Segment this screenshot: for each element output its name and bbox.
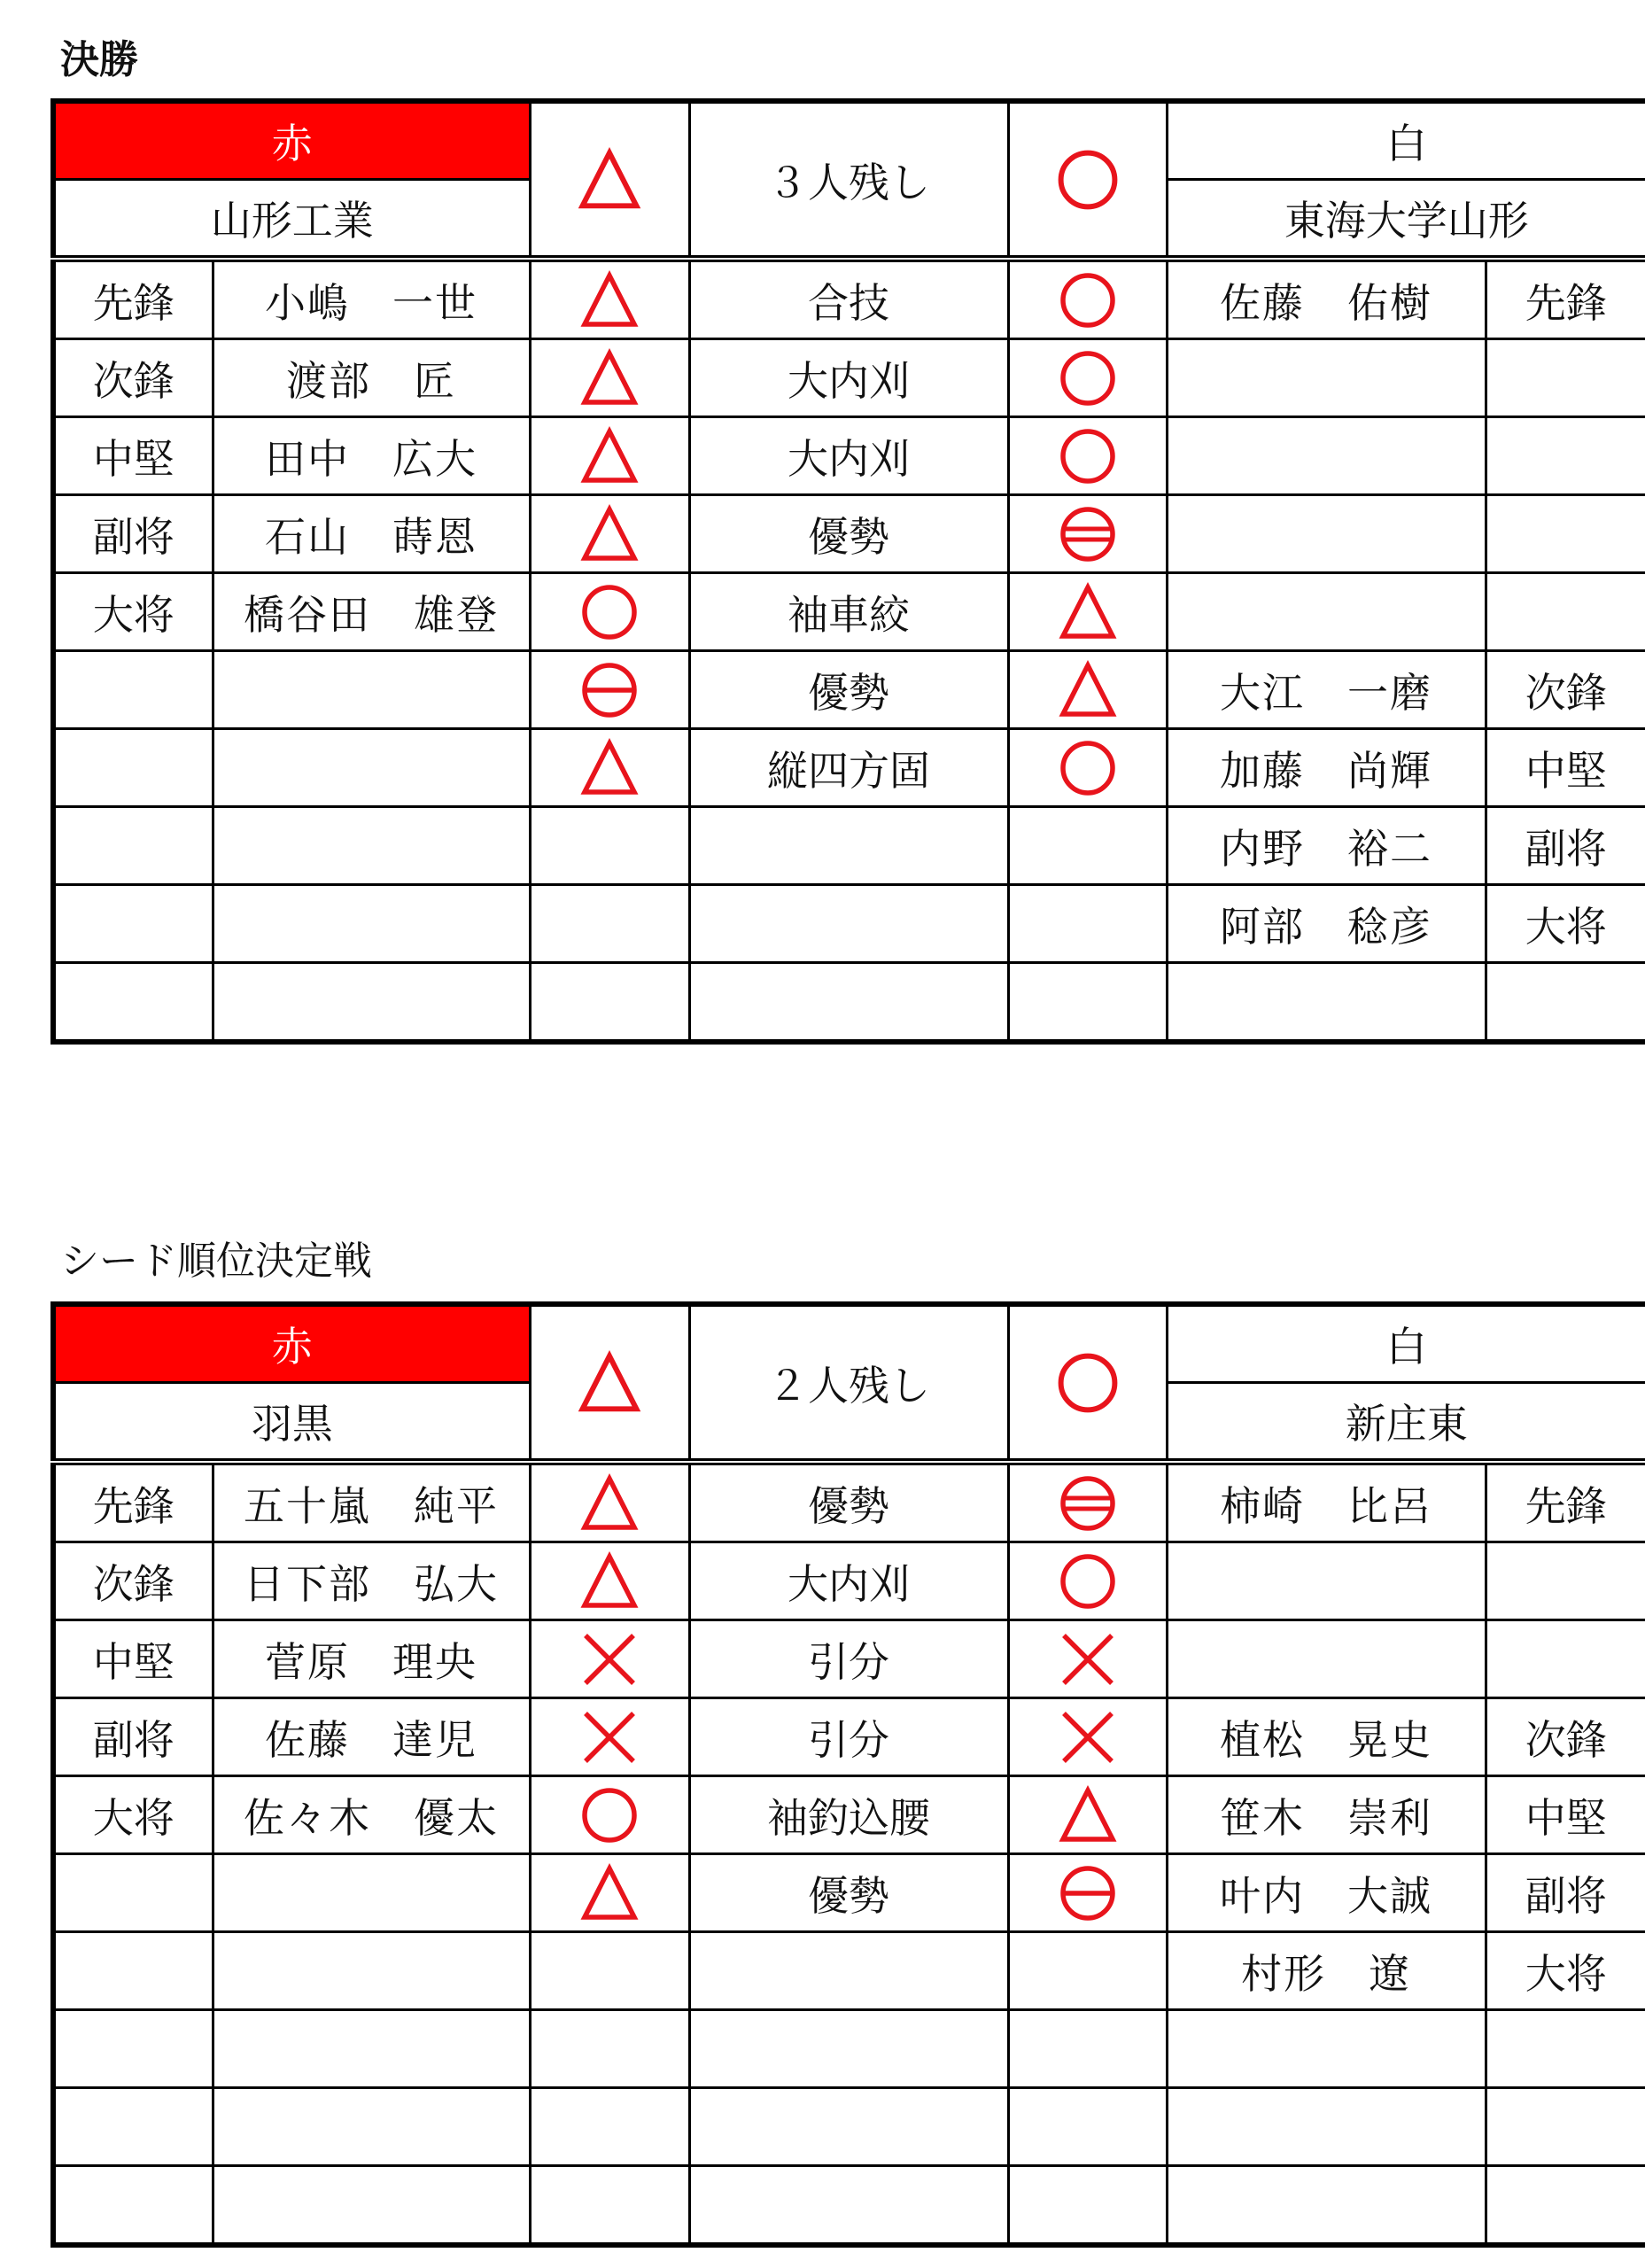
circle-mark-icon	[1057, 425, 1119, 487]
red-position	[53, 729, 213, 807]
red-position: 大将	[53, 573, 213, 651]
cross-mark-icon	[1057, 1706, 1119, 1768]
bout-row	[53, 2166, 1645, 2246]
red-side-label: 赤	[53, 101, 530, 180]
white-position	[1486, 2166, 1645, 2246]
bout-row	[53, 1542, 1645, 1620]
red-player-name: 日下部 弘大	[213, 1542, 530, 1620]
bout-row	[53, 495, 1645, 573]
match-result: ２人残し	[689, 1304, 1008, 1462]
red-bout-mark	[530, 2088, 689, 2166]
cross-mark-icon	[578, 1706, 640, 1768]
section-title-seeding: シード順位決定戦	[60, 1239, 372, 1284]
bout-row	[53, 1932, 1645, 2010]
bout-row	[53, 573, 1645, 651]
white-position	[1486, 573, 1645, 651]
technique	[689, 2010, 1008, 2088]
red-bout-mark	[530, 1462, 689, 1542]
red-player-name	[213, 1854, 530, 1932]
technique: 大内刈	[689, 1542, 1008, 1620]
white-position: 大将	[1486, 885, 1645, 963]
triangle-mark-icon	[578, 269, 640, 331]
red-player-name: 佐藤 達児	[213, 1698, 530, 1776]
white-position: 次鋒	[1486, 1698, 1645, 1776]
red-result-mark	[530, 101, 689, 259]
triangle-mark-icon	[576, 1349, 643, 1417]
red-position: 次鋒	[53, 339, 213, 417]
white-player-name: 阿部 稔彦	[1167, 885, 1486, 963]
red-player-name	[213, 729, 530, 807]
white-position: 先鋒	[1486, 259, 1645, 339]
bout-row	[53, 1698, 1645, 1776]
white-position	[1486, 495, 1645, 573]
white-side-label: 白	[1167, 101, 1645, 180]
cross-mark-icon	[1057, 1628, 1119, 1690]
technique: 縦四方固	[689, 729, 1008, 807]
red-bout-mark	[530, 2166, 689, 2246]
red-bout-mark	[530, 1620, 689, 1698]
red-bout-mark	[530, 1776, 689, 1854]
red-bout-mark	[530, 1854, 689, 1932]
white-position	[1486, 1620, 1645, 1698]
red-player-name: 小嶋 一世	[213, 259, 530, 339]
bout-row	[53, 1620, 1645, 1698]
circle-mark-icon	[578, 581, 640, 643]
red-player-name	[213, 963, 530, 1043]
triangle-mark-icon	[578, 1550, 640, 1612]
white-bout-mark	[1008, 651, 1167, 729]
technique	[689, 885, 1008, 963]
red-position	[53, 1932, 213, 2010]
technique: 優勢	[689, 1462, 1008, 1542]
technique: 引分	[689, 1620, 1008, 1698]
red-player-name	[213, 1932, 530, 2010]
red-result-mark	[530, 1304, 689, 1462]
white-bout-mark	[1008, 339, 1167, 417]
red-position: 先鋒	[53, 1462, 213, 1542]
white-position	[1486, 2010, 1645, 2088]
red-position	[53, 1854, 213, 1932]
technique: 引分	[689, 1698, 1008, 1776]
red-player-name	[213, 2166, 530, 2246]
red-team-name: 山形工業	[53, 180, 530, 260]
bout-row	[53, 1462, 1645, 1542]
white-side-label: 白	[1167, 1304, 1645, 1383]
red-position: 先鋒	[53, 259, 213, 339]
red-position: 副将	[53, 495, 213, 573]
technique: 大内刈	[689, 339, 1008, 417]
triangle-mark-icon	[1057, 581, 1119, 643]
red-player-name	[213, 2088, 530, 2166]
red-player-name: 菅原 理央	[213, 1620, 530, 1698]
white-bout-mark	[1008, 1462, 1167, 1542]
white-player-name	[1167, 495, 1486, 573]
red-bout-mark	[530, 1932, 689, 2010]
circle-mark-icon	[578, 1784, 640, 1846]
white-position	[1486, 963, 1645, 1043]
cross-mark-icon	[578, 1628, 640, 1690]
white-bout-mark	[1008, 1854, 1167, 1932]
circle-mark-icon	[1054, 1349, 1121, 1417]
white-result-mark	[1008, 1304, 1167, 1462]
red-position: 大将	[53, 1776, 213, 1854]
red-bout-mark	[530, 963, 689, 1043]
technique	[689, 2088, 1008, 2166]
triangle-mark-icon	[578, 503, 640, 565]
red-position	[53, 2166, 213, 2246]
triangle-mark-icon	[578, 1472, 640, 1534]
red-player-name: 石山 蒔恩	[213, 495, 530, 573]
red-position: 中堅	[53, 1620, 213, 1698]
technique	[689, 963, 1008, 1043]
white-player-name	[1167, 2010, 1486, 2088]
white-player-name: 加藤 尚輝	[1167, 729, 1486, 807]
bout-row	[53, 1776, 1645, 1854]
red-position	[53, 651, 213, 729]
red-team-name: 羽黒	[53, 1383, 530, 1463]
white-bout-mark	[1008, 2010, 1167, 2088]
white-player-name	[1167, 1620, 1486, 1698]
white-bout-mark	[1008, 495, 1167, 573]
bout-row	[53, 259, 1645, 339]
bout-row	[53, 885, 1645, 963]
white-position: 副将	[1486, 807, 1645, 885]
white-bout-mark	[1008, 417, 1167, 495]
triangle-mark-icon	[578, 737, 640, 799]
seeding-match-table	[50, 1301, 1645, 2248]
white-player-name: 内野 裕二	[1167, 807, 1486, 885]
technique: 大内刈	[689, 417, 1008, 495]
red-position: 次鋒	[53, 1542, 213, 1620]
red-player-name	[213, 651, 530, 729]
red-position	[53, 963, 213, 1043]
red-position	[53, 885, 213, 963]
white-player-name: 柿崎 比呂	[1167, 1462, 1486, 1542]
white-team-name: 東海大学山形	[1167, 180, 1645, 260]
circle-mark-icon	[1057, 347, 1119, 409]
white-result-mark	[1008, 101, 1167, 259]
bout-row	[53, 729, 1645, 807]
circle-mark-icon	[1057, 269, 1119, 331]
white-position	[1486, 2088, 1645, 2166]
white-player-name	[1167, 1542, 1486, 1620]
circle-line-mark-icon	[1057, 1862, 1119, 1924]
red-position	[53, 2010, 213, 2088]
white-player-name: 植松 晃史	[1167, 1698, 1486, 1776]
red-side-label: 赤	[53, 1304, 530, 1383]
bout-row	[53, 417, 1645, 495]
red-bout-mark	[530, 573, 689, 651]
red-bout-mark	[530, 885, 689, 963]
red-player-name: 五十嵐 純平	[213, 1462, 530, 1542]
white-bout-mark	[1008, 2166, 1167, 2246]
circle-line-mark-icon	[578, 659, 640, 721]
white-position: 大将	[1486, 1932, 1645, 2010]
white-player-name: 叶内 大誠	[1167, 1854, 1486, 1932]
white-position	[1486, 417, 1645, 495]
white-bout-mark	[1008, 1542, 1167, 1620]
red-position	[53, 2088, 213, 2166]
white-bout-mark	[1008, 963, 1167, 1043]
red-position: 中堅	[53, 417, 213, 495]
white-player-name	[1167, 573, 1486, 651]
bout-row	[53, 651, 1645, 729]
red-player-name: 渡部 匠	[213, 339, 530, 417]
red-position: 副将	[53, 1698, 213, 1776]
triangle-mark-icon	[578, 1862, 640, 1924]
red-bout-mark	[530, 729, 689, 807]
circle-double-line-mark-icon	[1057, 503, 1119, 565]
technique	[689, 1932, 1008, 2010]
bout-row	[53, 1854, 1645, 1932]
white-team-name: 新庄東	[1167, 1383, 1645, 1463]
white-player-name	[1167, 339, 1486, 417]
red-position	[53, 807, 213, 885]
red-player-name	[213, 885, 530, 963]
final-match-table	[50, 98, 1645, 1045]
circle-double-line-mark-icon	[1057, 1472, 1119, 1534]
circle-mark-icon	[1057, 737, 1119, 799]
section-title-final: 決勝	[60, 37, 138, 82]
bout-row	[53, 963, 1645, 1043]
bout-row	[53, 339, 1645, 417]
white-player-name: 村形 遼	[1167, 1932, 1486, 2010]
white-bout-mark	[1008, 1698, 1167, 1776]
triangle-mark-icon	[578, 347, 640, 409]
triangle-mark-icon	[1057, 1784, 1119, 1846]
white-bout-mark	[1008, 1932, 1167, 2010]
red-bout-mark	[530, 807, 689, 885]
match-result: ３人残し	[689, 101, 1008, 259]
white-bout-mark	[1008, 573, 1167, 651]
white-bout-mark	[1008, 259, 1167, 339]
technique: 優勢	[689, 651, 1008, 729]
red-bout-mark	[530, 495, 689, 573]
red-player-name: 佐々木 優太	[213, 1776, 530, 1854]
white-player-name: 大江 一磨	[1167, 651, 1486, 729]
white-player-name	[1167, 417, 1486, 495]
triangle-mark-icon	[578, 425, 640, 487]
red-player-name: 田中 広大	[213, 417, 530, 495]
white-bout-mark	[1008, 729, 1167, 807]
red-player-name: 橋谷田 雄登	[213, 573, 530, 651]
triangle-mark-icon	[1057, 659, 1119, 721]
bout-row	[53, 2088, 1645, 2166]
technique	[689, 2166, 1008, 2246]
white-position: 中堅	[1486, 1776, 1645, 1854]
white-player-name	[1167, 2166, 1486, 2246]
white-bout-mark	[1008, 1776, 1167, 1854]
red-player-name	[213, 807, 530, 885]
technique	[689, 807, 1008, 885]
white-player-name: 佐藤 佑樹	[1167, 259, 1486, 339]
white-position	[1486, 1542, 1645, 1620]
white-bout-mark	[1008, 807, 1167, 885]
technique: 袖車絞	[689, 573, 1008, 651]
technique: 袖釣込腰	[689, 1776, 1008, 1854]
white-position: 副将	[1486, 1854, 1645, 1932]
red-player-name	[213, 2010, 530, 2088]
red-bout-mark	[530, 651, 689, 729]
bout-row	[53, 2010, 1645, 2088]
red-bout-mark	[530, 2010, 689, 2088]
white-player-name	[1167, 2088, 1486, 2166]
red-bout-mark	[530, 1542, 689, 1620]
bout-row	[53, 807, 1645, 885]
white-position: 中堅	[1486, 729, 1645, 807]
triangle-mark-icon	[576, 146, 643, 214]
white-bout-mark	[1008, 2088, 1167, 2166]
white-position: 先鋒	[1486, 1462, 1645, 1542]
technique: 合技	[689, 259, 1008, 339]
red-bout-mark	[530, 1698, 689, 1776]
red-bout-mark	[530, 259, 689, 339]
technique: 優勢	[689, 495, 1008, 573]
white-position	[1486, 339, 1645, 417]
circle-mark-icon	[1054, 146, 1121, 214]
red-bout-mark	[530, 417, 689, 495]
white-bout-mark	[1008, 885, 1167, 963]
technique: 優勢	[689, 1854, 1008, 1932]
white-player-name	[1167, 963, 1486, 1043]
white-position: 次鋒	[1486, 651, 1645, 729]
circle-mark-icon	[1057, 1550, 1119, 1612]
white-bout-mark	[1008, 1620, 1167, 1698]
white-player-name: 笹木 崇利	[1167, 1776, 1486, 1854]
red-bout-mark	[530, 339, 689, 417]
